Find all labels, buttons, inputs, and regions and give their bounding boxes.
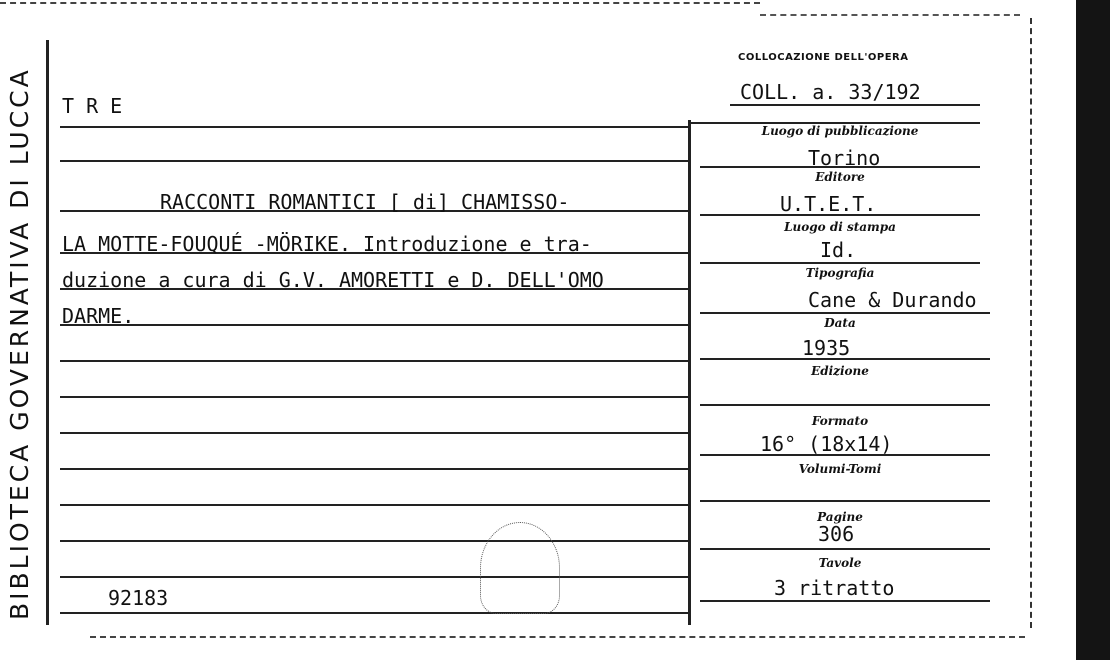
ruled-line (60, 468, 688, 470)
collocation-header: COLLOCAZIONE DELL'OPERA (738, 52, 909, 63)
ruled-line (60, 504, 688, 506)
card-bottom-edge (90, 636, 1025, 638)
details-rule (700, 454, 990, 456)
title-line-2: LA MOTTE-FOUQUÉ -MÖRIKE. Introduzione e tra- (62, 232, 592, 256)
details-rule (700, 600, 990, 602)
label-data: Data (824, 316, 856, 330)
label-tipografia: Tipografia (805, 266, 875, 280)
title-line-4: DARME. (62, 304, 135, 328)
value-editore: U.T.E.T. (780, 192, 877, 216)
value-luogo-stampa: Id. (820, 238, 857, 262)
ruled-line (60, 160, 688, 162)
value-tavole: 3 ritratto (774, 576, 895, 600)
library-stamp (480, 522, 560, 614)
value-luogo-pubblicazione: Torino (808, 146, 881, 170)
value-data: 1935 (802, 336, 851, 360)
details-rule (700, 404, 990, 406)
label-editore: Editore (815, 170, 865, 184)
ruled-line (60, 126, 688, 128)
label-luogo-stampa: Luogo di stampa (784, 220, 896, 234)
label-tavole: Tavole (818, 556, 862, 570)
ruled-line (60, 540, 688, 542)
card-top-edge-right (760, 14, 1020, 16)
label-luogo-pubblicazione: Luogo di pubblicazione (761, 124, 919, 138)
details-rule (700, 262, 980, 264)
author-heading: T R E (62, 94, 123, 118)
details-rule (700, 166, 980, 168)
details-rule (700, 500, 990, 502)
collocation-value: COLL. a. 33/192 (740, 80, 921, 104)
ruled-line (60, 324, 688, 326)
collocation-rule (730, 104, 980, 106)
card-dark-edge (1076, 0, 1110, 660)
details-rule (700, 312, 990, 314)
ruled-line (60, 576, 688, 578)
label-formato: Formato (811, 414, 869, 428)
left-margin-line (46, 40, 49, 625)
details-rule (700, 548, 990, 550)
value-pagine: 306 (818, 522, 855, 546)
ruled-line (60, 432, 688, 434)
details-rule (700, 358, 990, 360)
ruled-line (60, 360, 688, 362)
label-volumi-tomi: Volumi-Tomi (798, 462, 882, 476)
details-rule (700, 214, 980, 216)
title-line-1: RACCONTI ROMANTICI [ di] CHAMISSO- (160, 190, 570, 214)
column-divider (688, 120, 691, 625)
title-line-3: duzione a cura di G.V. AMORETTI e D. DELL'OMO (62, 268, 604, 292)
library-name: BIBLIOTECA GOVERNATIVA DI LUCCA (5, 67, 34, 620)
label-pagine: Pagine (817, 510, 863, 524)
inventory-number: 92183 (108, 586, 169, 610)
right-margin-line (1030, 18, 1034, 628)
label-edizione: Edizione (811, 364, 869, 378)
value-tipografia: Cane & Durando (808, 288, 977, 312)
value-formato: 16° (18x14) (760, 432, 893, 456)
ruled-line (60, 612, 688, 614)
card-top-edge (0, 2, 760, 4)
ruled-line (60, 396, 688, 398)
